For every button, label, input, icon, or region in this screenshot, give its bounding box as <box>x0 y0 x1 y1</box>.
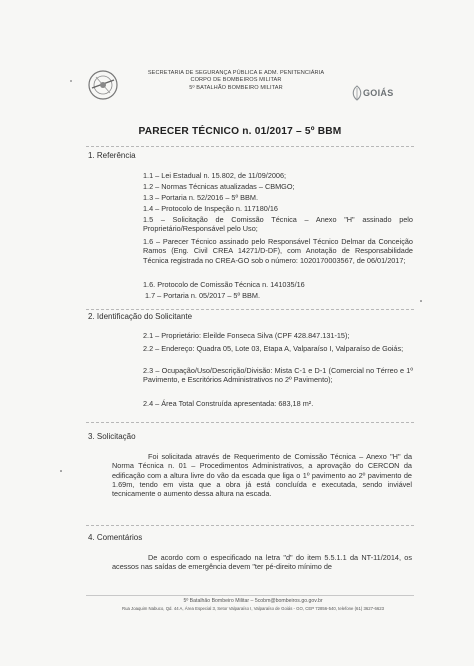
section-heading-comentarios: 4. Comentários <box>88 533 143 542</box>
divider <box>86 525 414 526</box>
solicitante-item: 2.3 – Ocupação/Uso/Descrição/Divisão: Mista C-1 e D-1 (Comercial no Térreo e 1º Pavimento, e Escritórios Administrativos no 2º Pavimento); <box>143 366 413 385</box>
scan-speck <box>60 470 62 472</box>
scan-speck <box>420 300 422 302</box>
reference-item: 1.6 – Parecer Técnico assinado pelo Responsável Técnico Delmar da Conceição Ramos (Eng. Civil CREA 14271/D-DF), com Anotação de Responsabilidade Técnica registrada no CREA-GO sob o número: 1020170003567, de 06/01/2017; <box>143 237 413 265</box>
solicitante-item: 2.2 – Endereço: Quadra 05, Lote 03, Etapa A, Valparaíso I, Valparaíso de Goiás; <box>143 344 404 353</box>
header-line-3: 5º BATALHÃO BOMBEIRO MILITAR <box>189 84 283 91</box>
solicitante-item: 2.4 – Área Total Construída apresentada: 683,18 m². <box>143 399 314 408</box>
goias-logo <box>350 82 400 104</box>
footer-divider <box>86 595 414 596</box>
reference-item: 1.5 – Solicitação de Comissão Técnica – Anexo "H" assinado pelo Proprietário/Responsável pelo Uso; <box>143 215 413 234</box>
divider <box>86 146 414 147</box>
logo-text: GOIÁS <box>363 88 394 98</box>
footer-line-2: Rua Joaquim Nabuco, Qd. 44 A, Área Especial 3, Setor Valparaíso I, Valparaíso de Goiás - GO, CEP 72856-540, telefone (61) 3627-6623 <box>121 606 385 611</box>
reference-item: 1.2 – Normas Técnicas atualizadas – CBMGO; <box>143 182 295 191</box>
footer-line-1: 5º Batalhão Bombeiro Militar – 5cobm@bombeiros.go.gov.br <box>183 598 323 604</box>
reference-item: 1.1 – Lei Estadual n. 15.802, de 11/09/2006; <box>143 171 287 180</box>
reference-item: 1.3 – Portaria n. 52/2016 – 5º BBM. <box>143 193 259 202</box>
scan-speck <box>70 80 72 82</box>
solicitacao-paragraph: Foi solicitada através de Requerimento de Comissão Técnica – Anexo "H" da Norma Técnica n. 01 – Procedimentos Administrativos, a aprovação do CERCON da edificação com a altura livre do vão da escada que liga o 1º pavimento ao 2º pavimento de 1.69m, tendo em vista que a obra já está concluída e executada, sendo inviável tecnicamente o aumento dessa altura na escada. <box>112 452 412 499</box>
document-title: PARECER TÉCNICO n. 01/2017 – 5º BBM <box>138 126 342 137</box>
reference-item: 1.6. Protocolo de Comissão Técnica n. 141035/16 <box>143 280 305 289</box>
reference-item: 1.4 – Protocolo de Inspeção n. 117180/16 <box>143 204 278 213</box>
divider <box>86 309 414 310</box>
comentarios-paragraph: De acordo com o especificado na letra "d" do item 5.5.1.1 da NT-11/2014, os acessos nas saídas de emergência devem "ter pé-direito mínimo de <box>112 553 412 572</box>
solicitante-item: 2.1 – Proprietário: Eleilde Fonseca Silva (CPF 428.847.131-15); <box>143 331 350 340</box>
section-heading-solicitacao: 3. Solicitação <box>88 432 136 441</box>
divider <box>86 422 414 423</box>
goias-leaf-icon <box>350 84 364 102</box>
header-line-2: CORPO DE BOMBEIROS MILITAR <box>190 77 282 84</box>
coat-of-arms-icon <box>86 68 120 102</box>
section-heading-referencia: 1. Referência <box>88 151 136 160</box>
header-line-1: SECRETARIA DE SEGURANÇA PÚBLICA E ADM. PENITENCIÁRIA <box>147 70 325 76</box>
reference-item: 1.7 – Portaria n. 05/2017 – 5º BBM. <box>145 291 261 300</box>
section-heading-identificacao: 2. Identificação do Solicitante <box>88 312 193 321</box>
header-text <box>126 70 346 92</box>
